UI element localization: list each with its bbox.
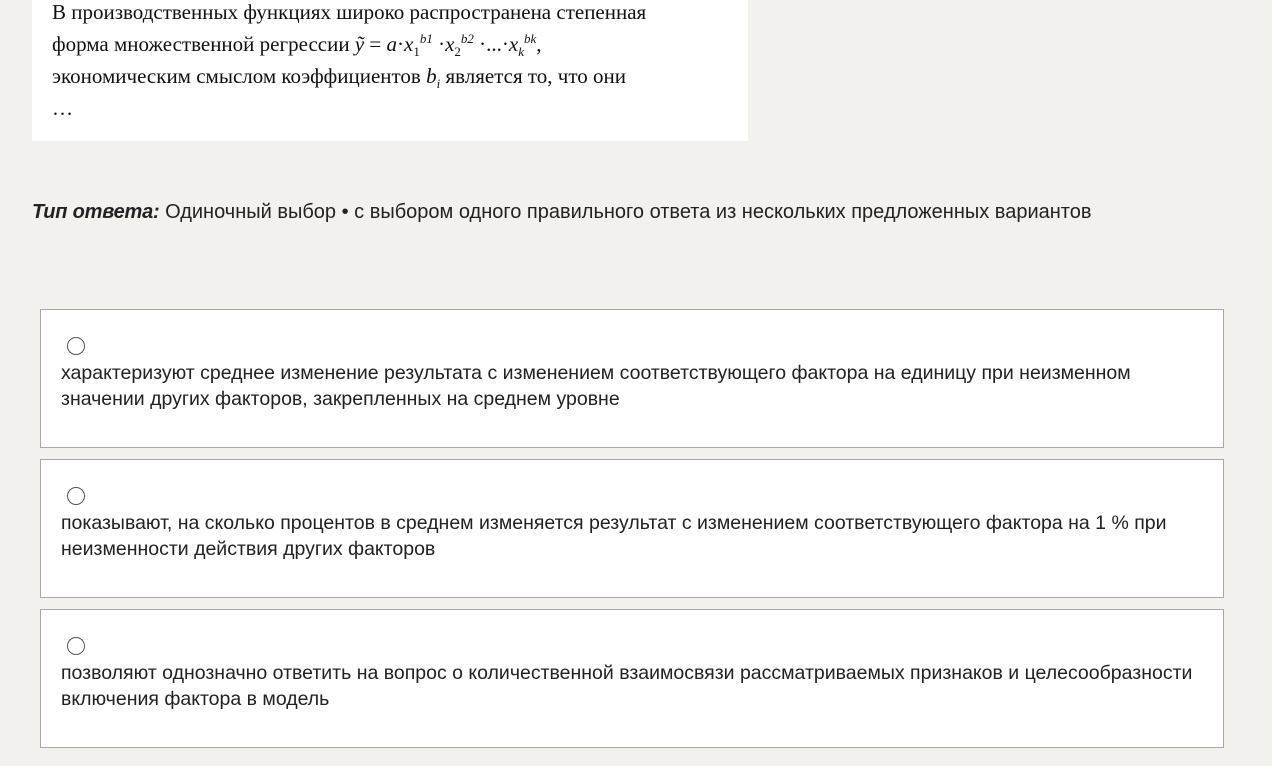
coefficient-sub: i [436, 76, 441, 92]
regression-formula [354, 31, 542, 60]
answer-option-2-text: показывают, на сколько процентов в среднем изменяется результат с изменением соответствующего фактора на 1 % при неизменности действия других факторов [61, 512, 1167, 560]
answer-option-3[interactable] [40, 609, 1224, 748]
question-line-2 [52, 28, 742, 60]
formula-x1-sub: 1 [413, 44, 420, 60]
question-image [32, 0, 748, 141]
formula-x2-sup: b2 [460, 31, 474, 46]
formula-eq: = [369, 32, 382, 56]
question-line-1: В производственных функциях широко распространена степенная [52, 0, 647, 24]
answer-option-1-text: характеризуют среднее изменение результата с изменением соответствующего фактора на единицу при неизменном значении других факторов, закрепленных на среднем уровне [61, 362, 1131, 410]
answer-type-value: Одиночный выбор • с выбором одного правильного ответа из нескольких предложенных вариантов [165, 201, 1092, 223]
coefficient-b: b [426, 64, 437, 88]
formula-dot-3: · [479, 32, 487, 56]
question-line-4: … [52, 96, 73, 120]
formula-xk: x [508, 32, 519, 56]
answer-option-2[interactable] [40, 459, 1224, 598]
formula-x1-sup: b1 [419, 31, 433, 46]
answer-type-label: Тип ответа: [32, 201, 160, 223]
formula-dot-1: · [396, 32, 404, 56]
question-line-3 [52, 60, 742, 92]
question-line-3-prefix: экономическим смыслом коэффициентов [52, 64, 421, 88]
question-text [52, 0, 742, 124]
radio-button-2[interactable] [67, 487, 85, 505]
formula-dot-4: · [501, 32, 509, 56]
formula-x2: x [445, 32, 455, 56]
question-line-3-suffix: является то, что они [445, 64, 626, 88]
formula-xk-sup: bk [524, 31, 537, 46]
answer-option-1[interactable] [40, 309, 1224, 448]
formula-ellipsis: ... [486, 32, 502, 56]
answer-option-3-text: позволяют однозначно ответить на вопрос о количественной взаимосвязи рассматриваемых признаков и целесообразности включения фактора в модель [61, 662, 1193, 710]
formula-dot-2: · [438, 32, 446, 56]
formula-comma: , [536, 32, 542, 56]
formula-a: a [386, 32, 397, 56]
radio-button-1[interactable] [67, 337, 85, 355]
answer-type [32, 199, 1091, 225]
formula-x2-sub: 2 [454, 44, 461, 60]
formula-x1: x [403, 32, 414, 56]
formula-y: ỹ [354, 32, 365, 56]
question-line-2-prefix: форма множественной регрессии [52, 32, 350, 56]
radio-button-3[interactable] [67, 637, 85, 655]
coefficient-symbol [426, 64, 441, 92]
formula-xk-sub: k [518, 44, 524, 60]
